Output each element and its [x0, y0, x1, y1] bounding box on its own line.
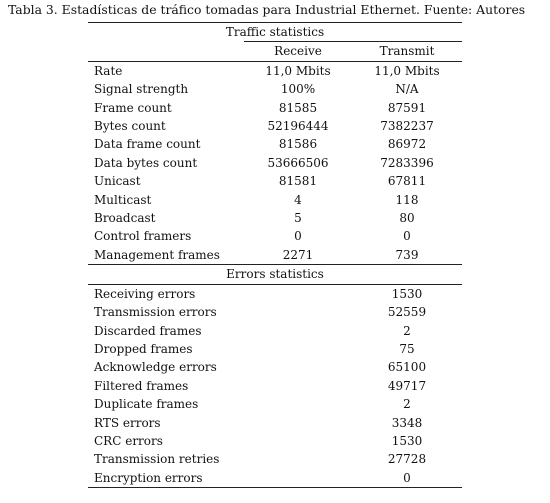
table-row	[88, 209, 462, 227]
table-row	[88, 450, 462, 468]
row-label: Encryption errors	[88, 469, 244, 488]
row-label: Bytes count	[94, 119, 166, 134]
table-row	[88, 377, 462, 395]
row-label: Discarded frames	[94, 323, 202, 338]
receive-value	[244, 284, 352, 303]
receive-value	[244, 340, 352, 358]
errors-section-header	[88, 265, 462, 284]
row-label: Rate	[94, 63, 123, 78]
table-row	[88, 191, 462, 209]
row-label: Duplicate frames	[94, 397, 199, 412]
row-label: Receiving errors	[94, 286, 196, 301]
row-label: Transmission retries	[94, 452, 220, 467]
transmit-value: 0	[403, 229, 411, 244]
receive-value: 2271	[244, 246, 352, 265]
receive-value: 81585	[278, 100, 318, 115]
error-value: 49717	[387, 378, 427, 393]
receive-value: 4	[294, 192, 302, 207]
receive-value: 81586	[278, 137, 318, 152]
receive-value: 81581	[278, 174, 318, 189]
row-label: Data frame count	[94, 137, 201, 152]
table-row	[88, 284, 462, 303]
receive-value	[244, 303, 352, 321]
receive-value	[244, 450, 352, 468]
traffic-statistics-title: Traffic statistics	[88, 23, 462, 42]
row-label: Signal strength	[94, 82, 189, 97]
transmit-value: N/A	[395, 82, 419, 97]
receive-value	[244, 395, 352, 413]
row-label: Broadcast	[94, 211, 156, 226]
row-label: Data bytes count	[94, 155, 198, 170]
transmit-value: 11,0 Mbits	[374, 63, 440, 78]
table-row	[88, 117, 462, 135]
row-label: CRC errors	[94, 433, 163, 448]
table-row	[88, 340, 462, 358]
errors-statistics-title: Errors statistics	[88, 265, 462, 284]
table-row	[88, 414, 462, 432]
row-label: Control framers	[94, 229, 192, 244]
receive-value	[244, 358, 352, 376]
receive-header: Receive	[244, 42, 352, 61]
transmit-value: 739	[352, 246, 462, 265]
error-value: 65100	[387, 360, 427, 375]
table-row	[88, 246, 462, 265]
receive-value	[244, 432, 352, 450]
traffic-section-header	[88, 23, 462, 42]
row-label: Management frames	[88, 246, 244, 265]
table-row	[88, 358, 462, 376]
table-row	[88, 303, 462, 321]
table-row	[88, 227, 462, 245]
row-label: Unicast	[94, 174, 141, 189]
receive-value	[244, 377, 352, 395]
statistics-table-body	[88, 23, 462, 488]
transmit-value: 87591	[387, 100, 427, 115]
receive-value: 0	[294, 229, 302, 244]
error-value: 0	[352, 469, 462, 488]
error-value: 3348	[391, 415, 423, 430]
table-caption: Tabla 3. Estadísticas de tráfico tomadas para Industrial Ethernet. Fuente: Autores	[8, 2, 526, 17]
row-label: Multicast	[94, 192, 152, 207]
error-value: 52559	[387, 305, 427, 320]
transmit-header: Transmit	[352, 42, 462, 61]
transmit-value: 67811	[387, 174, 427, 189]
statistics-table	[88, 22, 462, 488]
table-row	[88, 395, 462, 413]
table-row	[88, 80, 462, 98]
transmit-value: 80	[399, 211, 415, 226]
table-row	[88, 432, 462, 450]
row-label: RTS errors	[94, 415, 161, 430]
row-label: Transmission errors	[94, 305, 217, 320]
table-row	[88, 135, 462, 153]
table-row	[88, 469, 462, 488]
error-value: 2	[403, 397, 411, 412]
transmit-value: 7382237	[380, 119, 434, 134]
error-value: 27728	[387, 452, 427, 467]
receive-value: 53666506	[267, 155, 329, 170]
row-label: Filtered frames	[94, 378, 189, 393]
header-blank	[88, 42, 244, 61]
error-value: 1530	[391, 433, 423, 448]
table-row	[88, 172, 462, 190]
table-row	[88, 322, 462, 340]
receive-value	[244, 322, 352, 340]
receive-value	[244, 469, 352, 488]
row-label: Acknowledge errors	[94, 360, 217, 375]
transmit-value: 7283396	[380, 155, 434, 170]
table-row	[88, 61, 462, 80]
error-value: 1530	[391, 286, 423, 301]
error-value: 2	[403, 323, 411, 338]
transmit-value: 118	[395, 192, 419, 207]
receive-value: 52196444	[267, 119, 329, 134]
receive-value: 100%	[280, 82, 316, 97]
table-row	[88, 99, 462, 117]
receive-value: 11,0 Mbits	[265, 63, 331, 78]
row-label: Frame count	[94, 100, 172, 115]
table-row	[88, 154, 462, 172]
column-header-row	[88, 42, 462, 61]
receive-value: 5	[294, 211, 302, 226]
receive-value	[244, 414, 352, 432]
row-label: Dropped frames	[94, 341, 193, 356]
error-value: 75	[399, 341, 415, 356]
transmit-value: 86972	[387, 137, 427, 152]
